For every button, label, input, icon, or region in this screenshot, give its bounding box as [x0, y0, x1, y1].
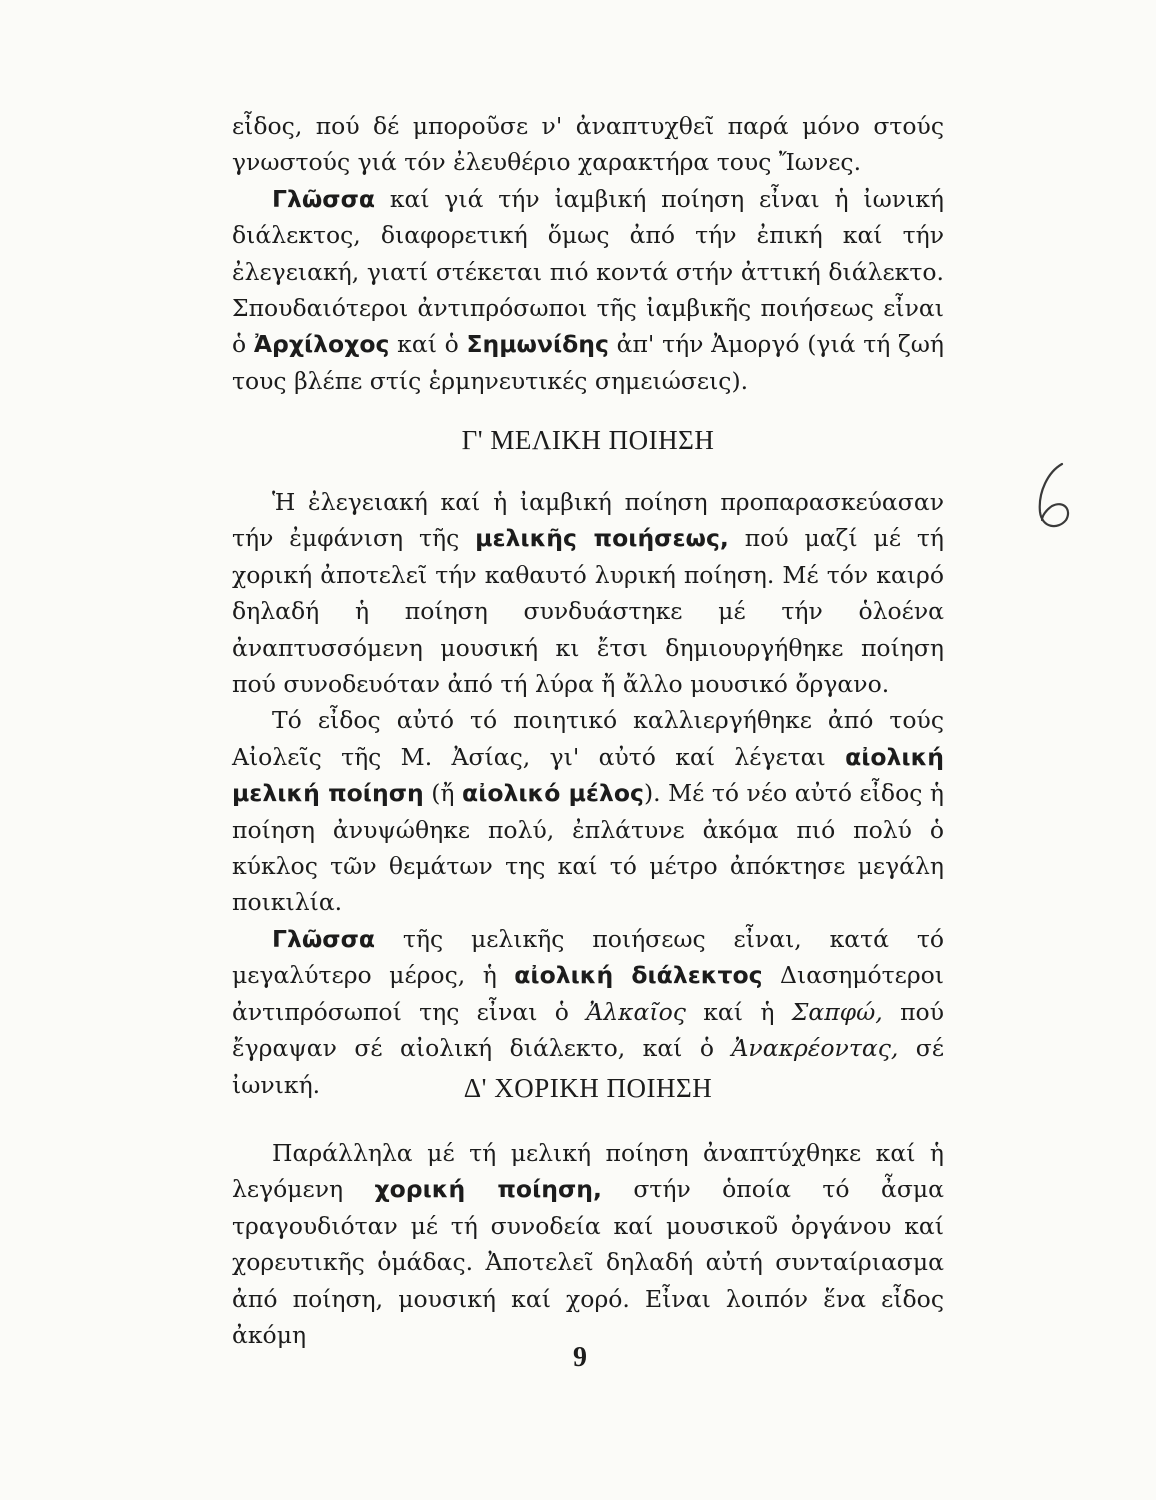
- keyword-archilochos: Ἀρχίλοχος: [253, 330, 390, 359]
- section-heading-melic: Γ' ΜΕΛΙΚΗ ΠΟΙΗΣΗ: [461, 425, 715, 455]
- name-anakreon: Ἀνακρέοντας,: [731, 1034, 899, 1063]
- paragraph: Τό εἶδος αὐτό τό ποιητικό καλλιεργήθηκε ἀπό τούς Αἰολεῖς τῆς Μ. Ἀσίας, γι' αὐτό καί λέγεται αἰολική μελική ποίηση (ἤ αἰολικό μέλος). Μέ τό νέο αὐτό εἶδος ἡ ποίηση ἀνυψώθηκε πολύ, ἐπλάτυνε ἀκόμα πιό πολύ ὁ κύκλος τῶν θεμάτων της καί τό μέτρο ἀπόκτησε μεγάλη ποικιλία.: [232, 706, 944, 917]
- keyword-melic-poetry: μελικῆς ποιήσεως,: [475, 524, 729, 553]
- handwritten-margin-note-icon: [1028, 460, 1080, 536]
- paragraph-language-iambic: Γλῶσσα καί γιά τήν ἰαμβική ποίηση εἶναι ἡ ἰωνική διάλεκτος, διαφορετική ὅμως ἀπό τήν ἐπική καί τήν ἐλεγειακή, γιατί στέκεται πιό κοντά στήν ἀττική διάλεκτο. Σπουδαιότεροι ἀντιπρόσωποι τῆς ἰαμβικῆς ποιήσεως εἶναι ὁ Ἀρχίλοχος καί ὁ Σημωνίδης ἀπ' τήν Ἀμοργό (γιά τή ζωή τους βλέπε στίς ἑρμηνευτικές σημειώσεις).: [232, 184, 944, 395]
- paragraph: Παράλληλα μέ τή μελική ποίηση ἀναπτύχθηκε καί ἡ λεγόμενη χορική ποίηση, στήν ὁποία τό ἆσμα τραγουδιόταν μέ τή συνοδεία καί μουσικοῦ ὀργάνου καί χορευτικῆς ὁμάδας. Ἀποτελεῖ δηλαδή αὐτή συνταίριασμα ἀπό ποίηση, μουσική καί χορό. Εἶναι λοιπόν ἕνα εἶδος ἀκόμη: [232, 1139, 945, 1350]
- keyword-aeolic-dialect: αἰολική διάλεκτος: [514, 961, 763, 990]
- keyword-glossa: Γλῶσσα: [272, 184, 376, 213]
- section-melic: [232, 484, 944, 1103]
- paragraph: Ἡ ἐλεγειακή καί ἡ ἰαμβική ποίηση προπαρασκεύασαν τήν ἐμφάνιση τῆς μελικῆς ποιήσεως, πού μαζί μέ τή χορική ἀποτελεῖ τήν καθαυτό λυρική ποίηση. Μέ τόν καιρό δηλαδή ἡ ποίηση συνδυάστηκε μέ τήν ὁλοένα ἀναπτυσσόμενη μουσική κι ἔτσι δημιουργήθηκε ποίηση πού συνοδευόταν ἀπό τή λύρα ἤ ἄλλο μουσικό ὄργανο.: [232, 488, 944, 699]
- paragraph-language-melic: Γλῶσσα τῆς μελικῆς ποιήσεως εἶναι, κατά τό μεγαλύτερο μέρος, ἡ αἰολική διάλεκτος Διασημότεροι ἀντιπρόσωποί της εἶναι ὁ Ἀλκαῖος καί ἡ Σαπφώ, πού ἔγραψαν σέ αἰολική διάλεκτο, καί ὁ Ἀνακρέοντας, σέ ἰωνική.: [232, 924, 945, 1099]
- paragraph: εἶδος, πού δέ μποροῦσε ν' ἀναπτυχθεῖ παρά μόνο στούς γνωστούς γιά τόν ἐλευθέριο χαρακτήρα τους Ἴωνες.: [232, 112, 944, 177]
- section-choral: [232, 1135, 944, 1353]
- keyword-simonides: Σημωνίδης: [466, 330, 609, 359]
- section-iambic-continuation: [232, 108, 944, 399]
- name-alkaios: Ἀλκαῖος: [586, 997, 686, 1026]
- page-number: 9: [573, 1342, 587, 1373]
- keyword-aeolic-melos: αἰολικό μέλος: [462, 779, 644, 808]
- keyword-aeolic-melic: αἰολική μελική ποίηση: [232, 742, 944, 808]
- keyword-glossa: Γλῶσσα: [272, 924, 376, 953]
- keyword-choral-poetry: χορική ποίηση,: [374, 1175, 602, 1204]
- section-heading-choral: Δ' ΧΟΡΙΚΗ ΠΟΙΗΣΗ: [463, 1073, 713, 1103]
- name-sappho: Σαπφώ,: [791, 997, 883, 1026]
